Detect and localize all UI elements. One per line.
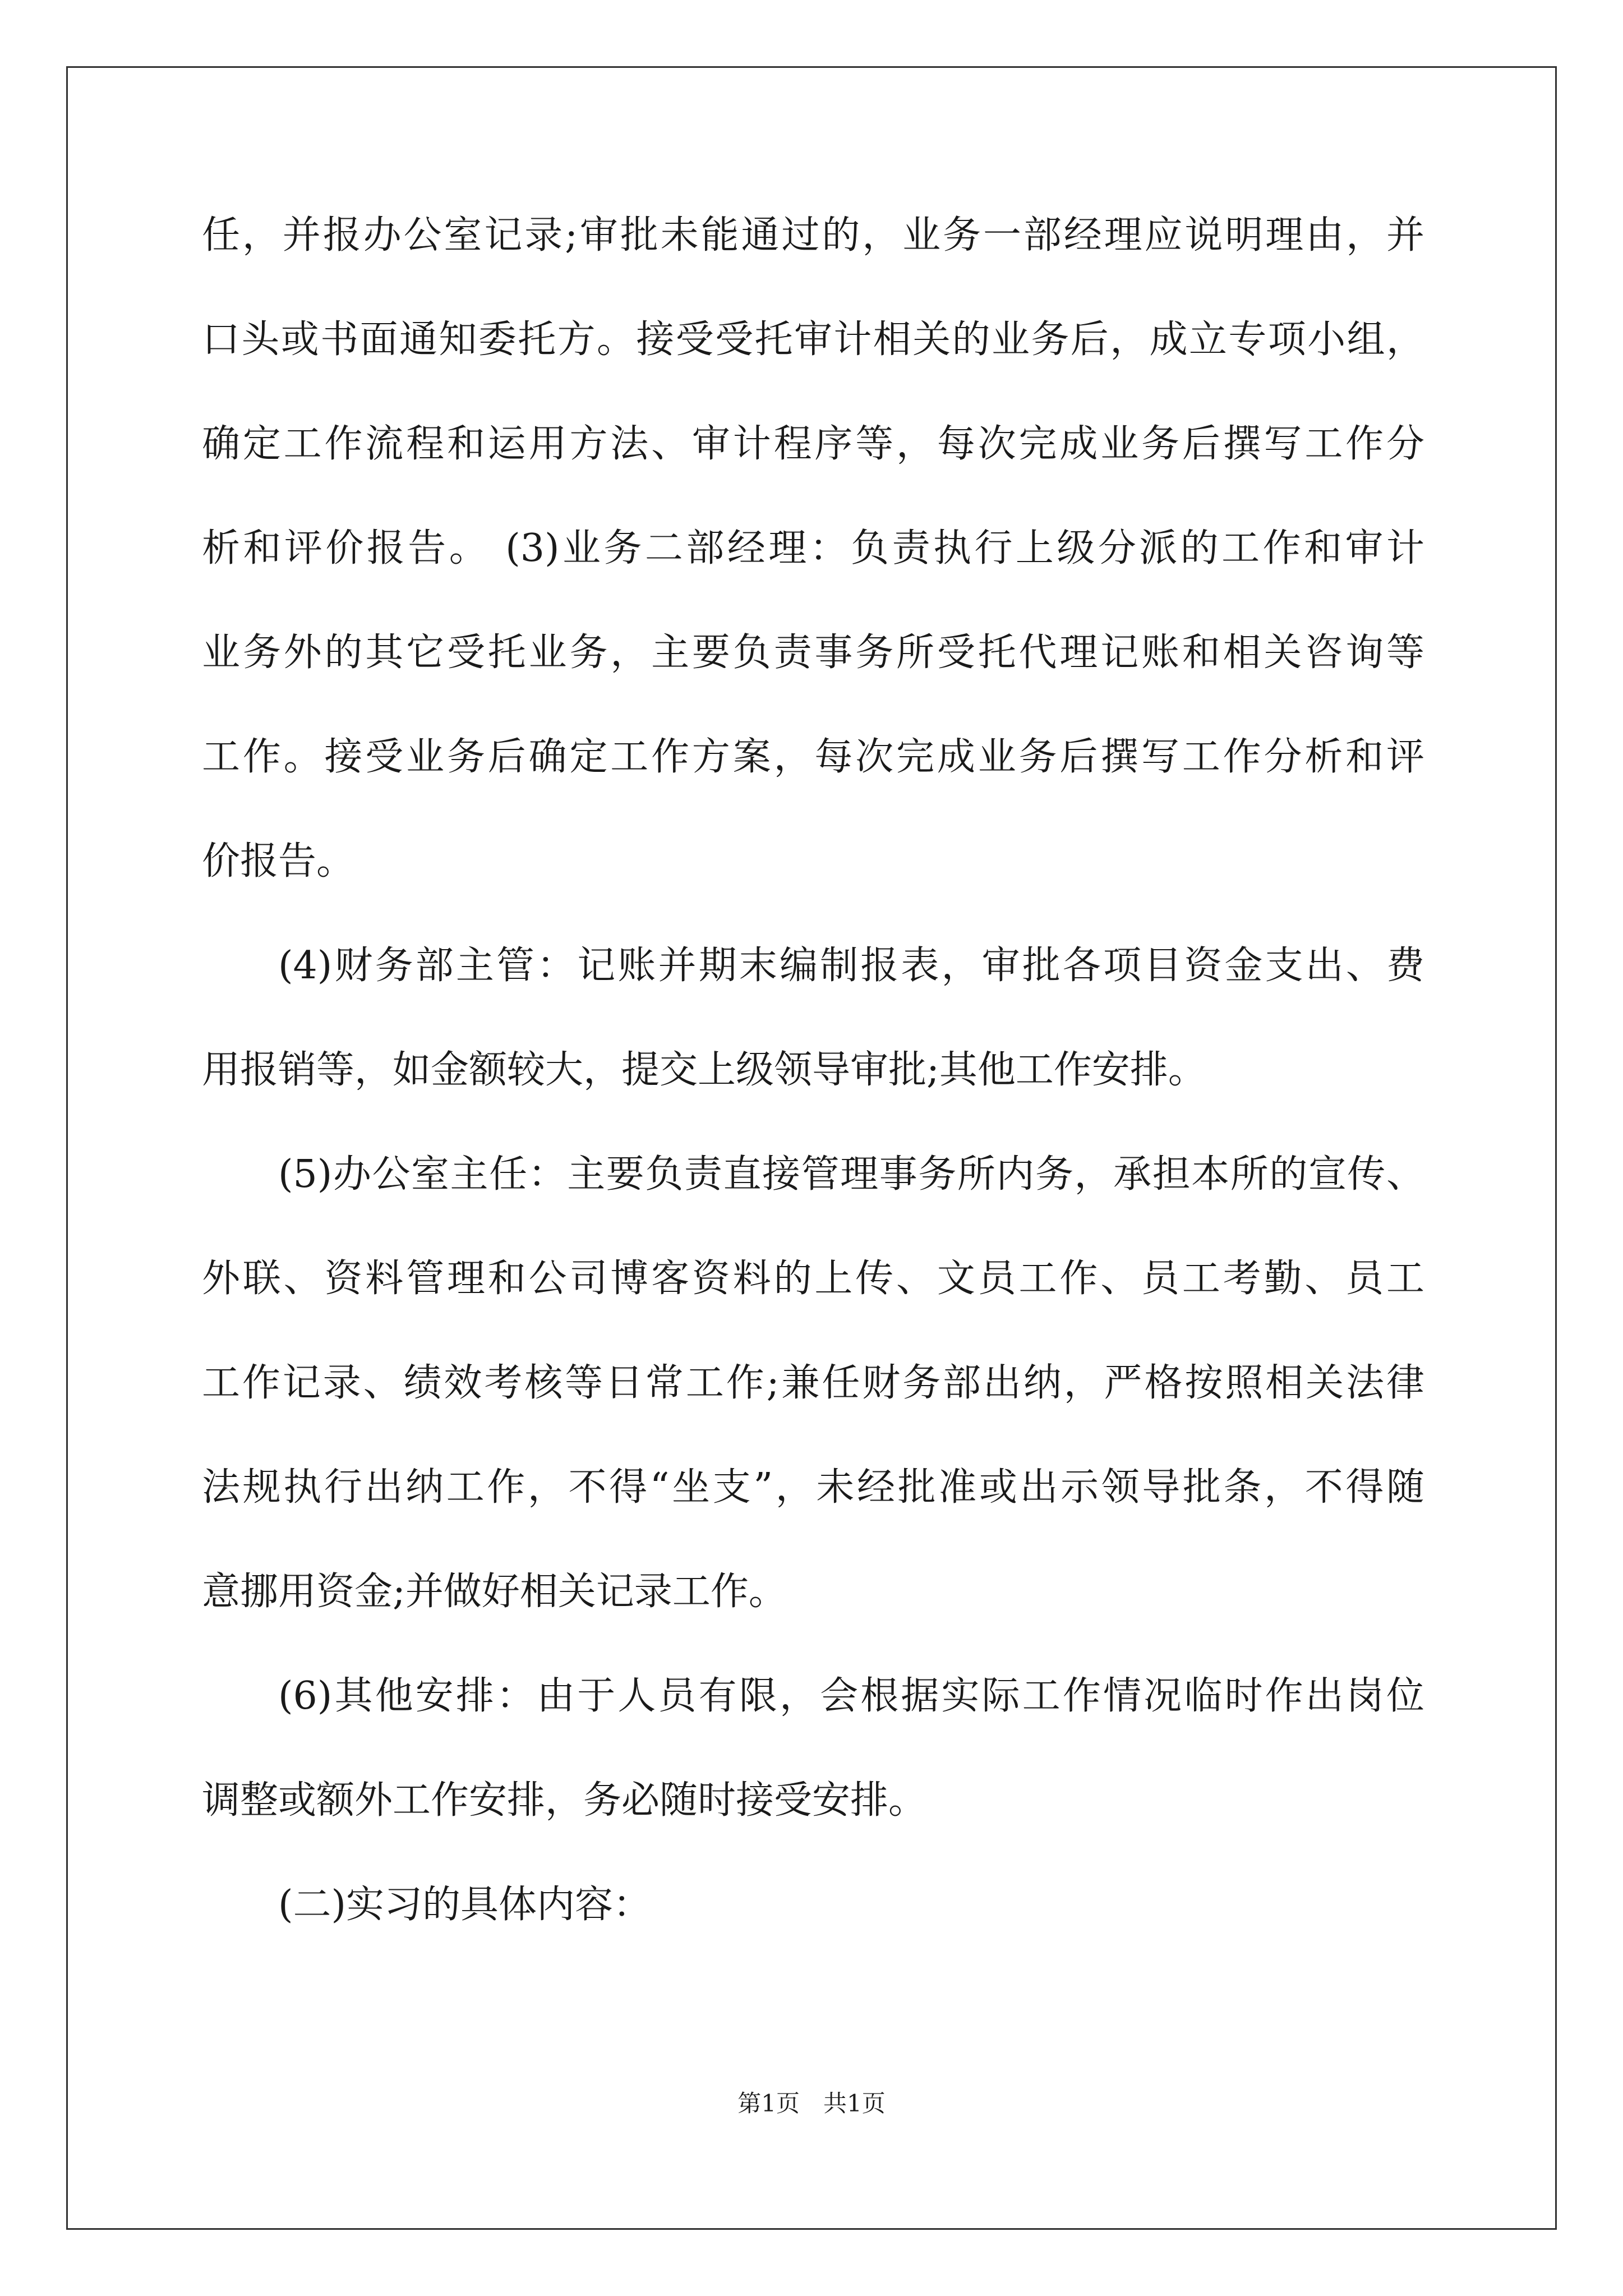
section-heading: (二)实习的具体内容： (278, 1883, 652, 1927)
text-line: 用报销等，如金额较大，提交上级领导审批;其他工作安排。 (202, 1048, 1206, 1092)
text-line: 任，并报办公室记录;审批未能通过的，业务一部经理应说明理由，并 (202, 213, 1424, 257)
text-line: (6)其他安排：由于人员有限，会根据实际工作情况临时作出岗位 (278, 1674, 1424, 1718)
text-line: 价报告。 (202, 839, 355, 884)
text-line: 业务外的其它受托业务，主要负责事务所受托代理记账和相关咨询等 (202, 631, 1424, 675)
text-line: 工作记录、绩效考核等日常工作;兼任财务部出纳，严格按照相关法律 (202, 1361, 1424, 1405)
text-line: 口头或书面通知委托方。接受受托审计相关的业务后，成立专项小组， (202, 318, 1424, 362)
text-line: 工作。接受业务后确定工作方案，每次完成业务后撰写工作分析和评 (202, 735, 1424, 779)
text-line: 意挪用资金;并做好相关记录工作。 (202, 1570, 787, 1614)
text-line: 法规执行出纳工作，不得“坐支”，未经批准或出示领导批条，不得随 (202, 1465, 1424, 1510)
text-line: 外联、资料管理和公司博客资料的上传、文员工作、员工考勤、员工 (202, 1257, 1424, 1301)
page-number: 第1页 共1页 (737, 2090, 886, 2117)
text-line: 确定工作流程和运用方法、审计程序等，每次完成业务后撰写工作分 (202, 422, 1424, 466)
text-line: (5)办公室主任：主要负责直接管理事务所内务，承担本所的宣传、 (278, 1152, 1424, 1197)
text-line: 调整或额外工作安排，务必随时接受安排。 (202, 1778, 927, 1823)
text-line: (4)财务部主管：记账并期末编制报表，审批各项目资金支出、费 (278, 944, 1424, 988)
text-line: 析和评价报告。 (3)业务二部经理：负责执行上级分派的工作和审计 (202, 526, 1424, 570)
